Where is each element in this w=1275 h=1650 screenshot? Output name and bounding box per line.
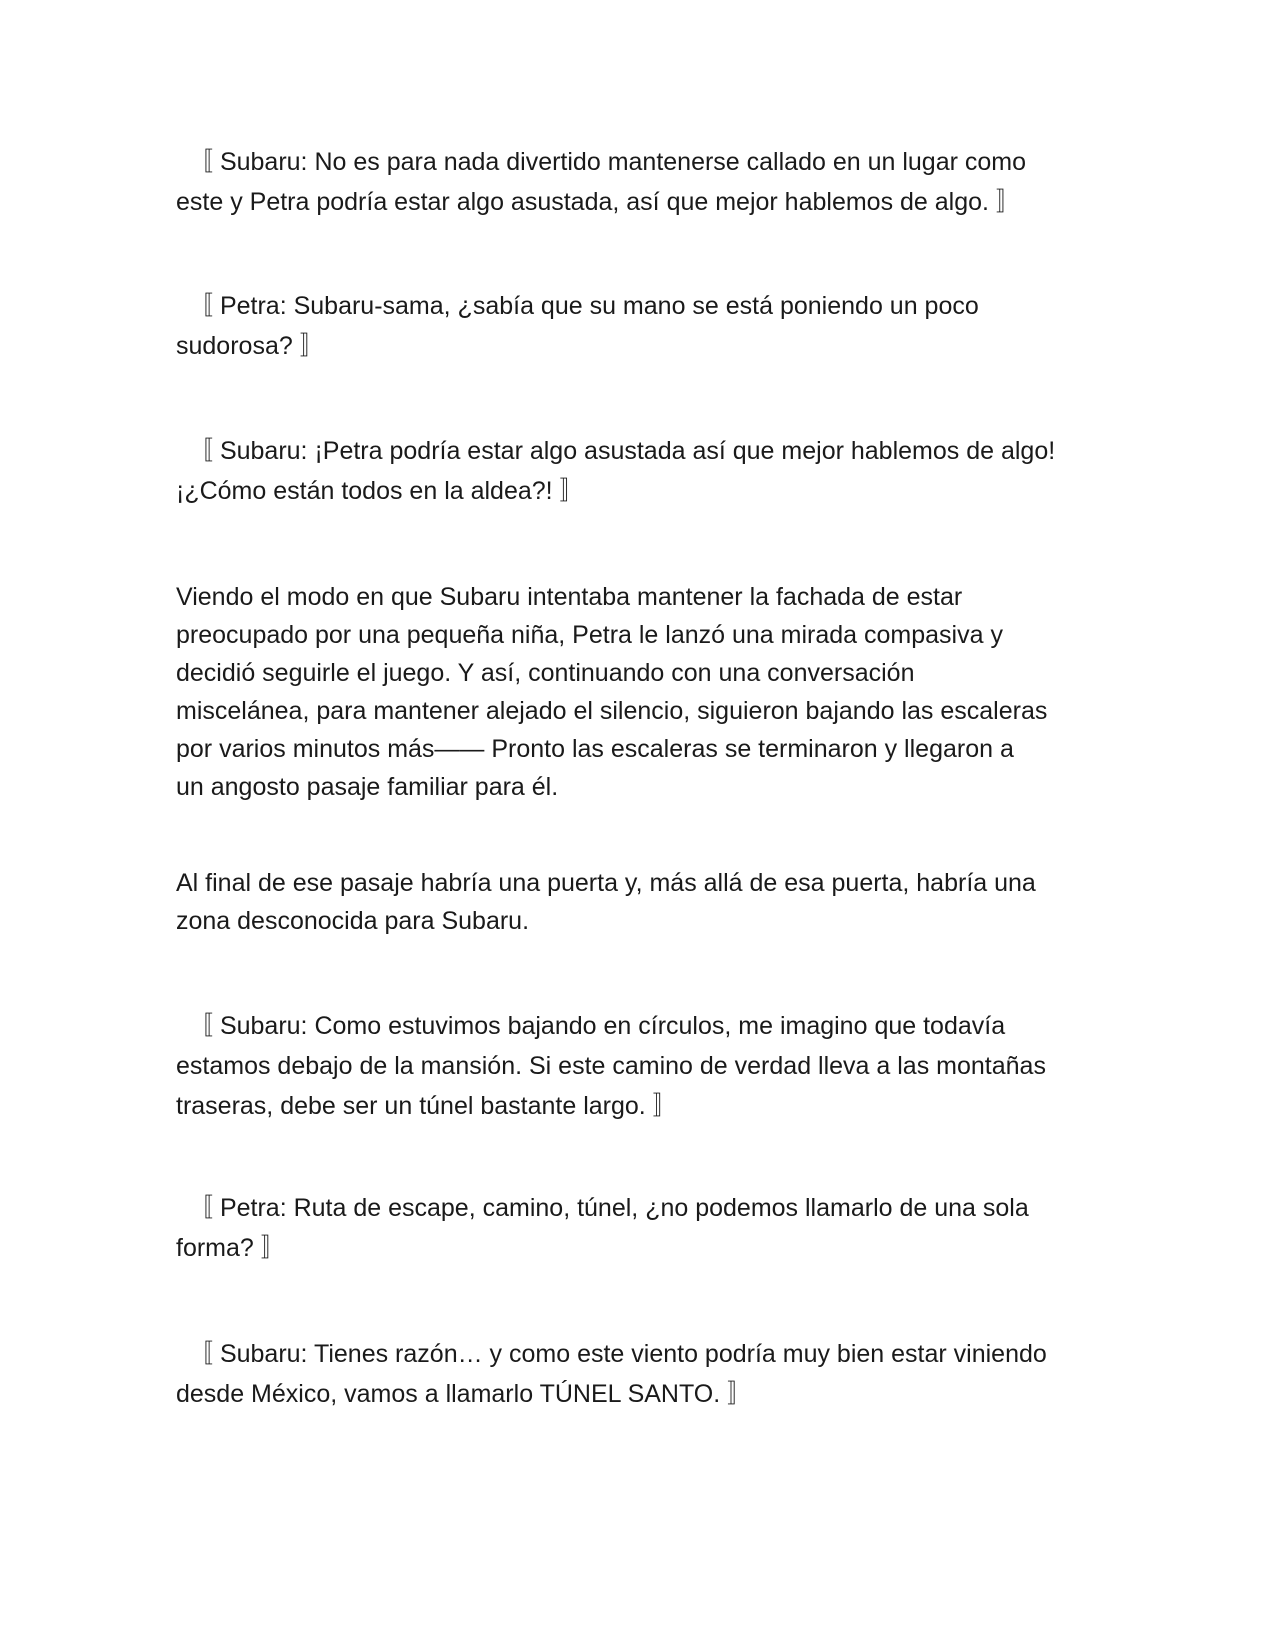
text-line: decidió seguirle el juego. Y así, continuando con una conversación: [176, 659, 915, 687]
text-line: traseras, debe ser un túnel bastante largo. 〛: [176, 1092, 678, 1120]
text-line: 〚 Petra: Ruta de escape, camino, túnel, ¿no podemos llamarlo de una sola: [188, 1194, 1029, 1222]
dialogue-paragraph-6: [176, 1334, 1106, 1414]
text-line: 〚 Subaru: ¡Petra podría estar algo asustada así que mejor hablemos de algo!: [188, 437, 1056, 465]
text-line: 〚 Subaru: Como estuvimos bajando en círculos, me imagino que todavía: [188, 1012, 1006, 1040]
dialogue-paragraph-3: [176, 431, 1106, 511]
dialogue-paragraph-2: [176, 286, 1106, 366]
text-line: estamos debajo de la mansión. Si este camino de verdad lleva a las montañas: [176, 1052, 1046, 1080]
text-line: zona desconocida para Subaru.: [176, 907, 530, 935]
text-line: preocupado por una pequeña niña, Petra le lanzó una mirada compasiva y: [176, 621, 1003, 649]
text-line: un angosto pasaje familiar para él.: [176, 773, 559, 801]
narration-paragraph-1: [176, 578, 1106, 806]
text-line: forma? 〛: [176, 1234, 286, 1262]
text-line: 〚 Subaru: Tienes razón… y como este viento podría muy bien estar viniendo: [188, 1340, 1047, 1368]
dialogue-paragraph-5: [176, 1188, 1106, 1268]
text-line: desde México, vamos a llamarlo TÚNEL SANTO. 〛: [176, 1380, 753, 1408]
text-line: 〚 Petra: Subaru-sama, ¿sabía que su mano se está poniendo un poco: [188, 292, 979, 320]
narration-paragraph-2: [176, 864, 1106, 940]
text-line: ¡¿Cómo están todos en la aldea?! 〛: [176, 477, 585, 505]
dialogue-paragraph-1: [176, 142, 1106, 222]
text-line: 〚 Subaru: No es para nada divertido mantenerse callado en un lugar como: [188, 148, 1027, 176]
dialogue-paragraph-4: [176, 1006, 1106, 1126]
text-line: Al final de ese pasaje habría una puerta y, más allá de esa puerta, habría una: [176, 869, 1036, 897]
text-line: por varios minutos más—— Pronto las escaleras se terminaron y llegaron a: [176, 735, 1014, 763]
text-line: Viendo el modo en que Subaru intentaba mantener la fachada de estar: [176, 583, 963, 611]
text-line: sudorosa? 〛: [176, 332, 325, 360]
text-line: miscelánea, para mantener alejado el silencio, siguieron bajando las escaleras: [176, 697, 1048, 725]
text-line: este y Petra podría estar algo asustada, así que mejor hablemos de algo. 〛: [176, 188, 1021, 216]
